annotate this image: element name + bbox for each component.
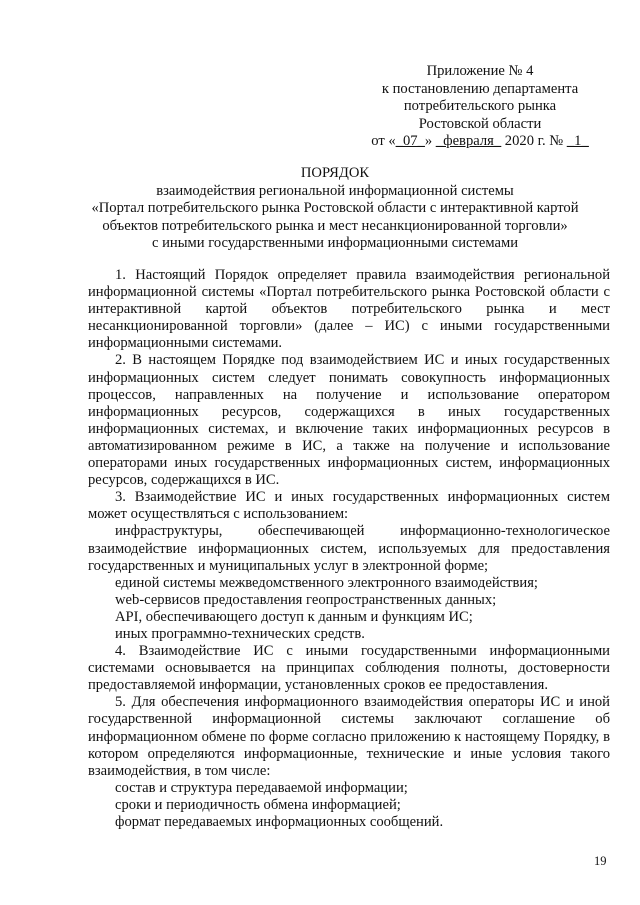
date-year: 2020 г. № xyxy=(501,133,567,150)
list-item: сроки и периодичность обмена информацией; xyxy=(115,796,401,813)
appendix-line: потребительского рынка xyxy=(403,98,557,115)
list-item: формат передаваемых информационных сообщений. xyxy=(115,814,444,830)
list-item: API, обеспечивающего доступ к данным и функциям ИС; xyxy=(115,608,473,625)
title-subline: объектов потребительского рынка и мест несанкционированной торговли» xyxy=(102,217,568,234)
appendix-title: Приложение № 4 xyxy=(426,63,534,79)
document-body xyxy=(88,267,610,831)
page-number: 19 xyxy=(594,854,607,868)
date-month: _февраля_ xyxy=(435,133,502,150)
list-item: web-сервисов предоставления геопространственных данных; xyxy=(115,591,497,608)
list-item: инфраструктуры, обеспечивающей информационно-технологическое взаимодействие информационных систем, используемых для предоставления государственных и муниципальных услуг в электронной форме; xyxy=(88,523,610,574)
document-title xyxy=(60,165,610,253)
document-number: _1_ xyxy=(566,133,589,150)
date-prefix: от « xyxy=(371,133,396,150)
appendix-date-line xyxy=(355,133,605,151)
appendix-header xyxy=(355,63,605,151)
title-subline: взаимодействия региональной информационной системы xyxy=(156,182,514,199)
list-item: состав и структура передаваемой информации; xyxy=(115,779,408,796)
list-item: иных программно-технических средств. xyxy=(115,625,365,642)
paragraph-5: 5. Для обеспечения информационного взаимодействия операторы ИС и иной государственной информационной системы заключают соглашение об информационном обмене по форме согласно приложению к настоящему Порядку, в котором определяются информационные, технические и иные условия такого взаимодействия, в том числе: xyxy=(88,694,610,779)
date-mid: » xyxy=(424,133,436,150)
title-subline: «Портал потребительского рынка Ростовской области с интерактивной картой xyxy=(91,200,579,216)
appendix-line: Ростовской области xyxy=(418,115,542,132)
date-day: _07_ xyxy=(395,133,425,150)
list-item: единой системы межведомственного электронного взаимодействия; xyxy=(115,574,538,591)
title-heading: ПОРЯДОК xyxy=(300,165,370,181)
paragraph-3: 3. Взаимодействие ИС и иных государственных информационных систем может осуществляться с использованием: xyxy=(88,489,610,523)
paragraph-2: 2. В настоящем Порядке под взаимодействием ИС и иных государственных информационных систем следует понимать совокупность информационных процессов, направленных на получение и использование оператором информационных ресурсов, содержащихся в иных государственных информационных системах, и включение таких информационных ресурсов в автоматизированном режиме в ИС, а также на получение и использование операторами иных государственных информационных систем, информационных ресурсов, содержащихся в ИС. xyxy=(88,352,610,489)
paragraph-4: 4. Взаимодействие ИС с иными государственными информационными системами основывается на принципах соблюдения полноты, достоверности предоставляемой информации, установленных сроков ее предоставления. xyxy=(88,643,610,694)
appendix-line: к постановлению департамента xyxy=(381,80,579,97)
paragraph-1: 1. Настоящий Порядок определяет правила взаимодействия региональной информационной системы «Портал потребительского рынка Ростовской области с интерактивной картой объектов потребительского рынка и мест несанкционированной торговли» (далее – ИС) с иными государственными информационными системами. xyxy=(88,267,610,352)
title-subline: с иными государственными информационными системами xyxy=(151,235,519,251)
